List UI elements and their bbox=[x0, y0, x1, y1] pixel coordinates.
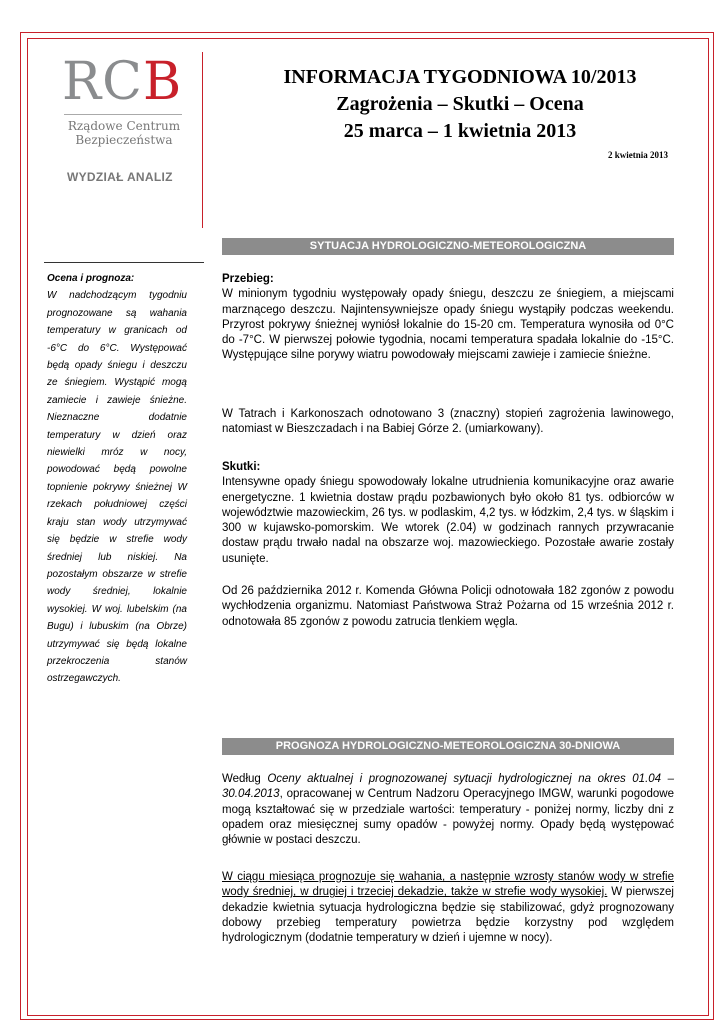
sidebar-heading: Ocena i prognoza: bbox=[47, 273, 135, 284]
forecast-p1-italic: Oceny aktualnej i prognozowanej sytuacji hydrologicznej na okres 01.04 – 30.04.2013 bbox=[222, 773, 674, 801]
forecast-p2 bbox=[222, 870, 674, 946]
logo-mark-rc: RC bbox=[62, 52, 143, 112]
fatalities-block bbox=[222, 584, 674, 630]
forecast-paragraph-2 bbox=[222, 870, 674, 946]
section-heading-hydro-meteo: SYTUACJA HYDROLOGICZNO-METEOROLOGICZNA bbox=[222, 238, 674, 255]
forecast-p2-underlined: W ciągu miesiąca prognozuje się wahania, a następnie wzrosty stanów wody w strefie wody średniej, w drugiej i trzeciej dekadzie, także w strefie wody wysokiej. bbox=[222, 871, 674, 899]
logo-mark-b: B bbox=[142, 52, 183, 112]
sidebar-forecast bbox=[47, 270, 187, 688]
skutki-text: Intensywne opady śniegu spowodowały lokalne utrudnienia komunikacyjne oraz awarie energetyczne. 1 kwietnia dostaw prądu pozbawionych było około 81 tys. odbiorców w województwie mazowieckim, 26 tys. w podlaskim, 4,2 tys. w łódzkim, 2,4 tys. w śląskim i 300 w kujawsko-pomorskim. We wtorek (2.04) w godzinach rannych przywracanie dostaw prądu trwało nadal na obszarze woj. mazowieckiego. Pozostałe awarie zostały usunięte. bbox=[222, 476, 674, 565]
title-line2: Zagrożenia – Skutki – Ocena bbox=[336, 93, 584, 115]
sidebar-rule bbox=[44, 262, 204, 263]
skutki-block bbox=[222, 460, 674, 567]
przebieg-heading: Przebieg: bbox=[222, 273, 274, 285]
avalanche-block bbox=[222, 407, 674, 438]
title-line3: 25 marca – 1 kwietnia 2013 bbox=[343, 120, 577, 142]
fatalities-text: Od 26 października 2012 r. Komenda Główna Policji odnotowała 182 zgonów z powodu wychłodzenia organizmu. Natomiast Państwowa Straż Pożarna od 15 września 2012 r. odnotowała 85 zgonów z powodu zatrucia tlenkiem węgla. bbox=[222, 585, 674, 628]
rcb-logo bbox=[62, 52, 192, 147]
logo-line2: Bezpieczeństwa bbox=[75, 133, 173, 147]
logo-line1: Rządowe Centrum bbox=[67, 119, 181, 133]
section-heading-forecast-30: PROGNOZA HYDROLOGICZNO-METEOROLOGICZNA 30-DNIOWA bbox=[222, 738, 674, 755]
forecast-p2-rest: W pierwszej dekadzie kwietnia sytuacja hydrologiczna będzie się stabilizować, gdyż prognozowany dobowy przebieg temperatury powietrza będzie korzystny pod względem hydrologicznym (dodatnie temperatury w dzień i ujemne w nocy). bbox=[222, 886, 674, 945]
forecast-p1-a: Według bbox=[222, 773, 268, 785]
skutki-heading: Skutki: bbox=[222, 461, 261, 473]
document-title bbox=[210, 64, 710, 145]
header-divider bbox=[202, 52, 203, 228]
przebieg-text: W minionym tygodniu występowały opady śniegu, deszczu ze śniegiem, a miejscami marznącego deszczu. Najintensywniejsze opady śniegu wystąpiły podczas weekendu. Przyrost pokrywy śnieżnej wyniósł lokalnie do 15-20 cm. Temperatura wynosiła od 0°C do -7°C. W pierwszej połowie tygodnia, nocami temperatura spadała lokalnie do -15°C. Występujące silne porywy wiatru powodowały miejscami zawieje i zamiecie śnieżne. bbox=[222, 288, 674, 362]
forecast-p1 bbox=[222, 772, 674, 848]
title-line1: INFORMACJA TYGODNIOWA 10/2013 bbox=[283, 66, 637, 88]
forecast-p1-b: , opracowanej w Centrum Nadzoru Operacyjnego IMGW, warunki pogodowe mogą kształtować się w przedziale wartości: temperatury - poniżej normy, liczby dni z opadem oraz miesięcznej sumy opadów - powyżej normy. Opady będą występować głównie w postaci deszczu. bbox=[222, 788, 674, 847]
przebieg-block bbox=[222, 272, 674, 364]
logo-rule bbox=[64, 114, 182, 115]
department-label: WYDZIAŁ ANALIZ bbox=[67, 170, 173, 184]
logo-mark bbox=[62, 52, 192, 112]
issue-date: 2 kwietnia 2013 bbox=[607, 150, 668, 160]
forecast-paragraph-1 bbox=[222, 772, 674, 848]
avalanche-text: W Tatrach i Karkonoszach odnotowano 3 (znaczny) stopień zagrożenia lawinowego, natomiast w Bieszczadach i na Babiej Górze 2. (umiarkowany). bbox=[222, 408, 674, 436]
sidebar-text: W nadchodzącym tygodniu prognozowane są wahania temperatury w granicach od -6°C do 6°C. Występować będą opady śniegu i deszczu ze śniegiem. Wystąpić mogą zamiecie i zawieje śnieżne. Nieznaczne dodatnie temperatury w dzień oraz niewielki mróz w nocy, powodować będą powolne topnienie pokrywy śnieżnej W rzekach południowej części kraju stan wody utrzymywać się będzie w strefie wody średniej lub niskiej. Na pozostałym obszarze w strefie wody średniej, lokalnie wysokiej. W woj. lubelskim (na Bugu) i lubuskim (na Obrze) utrzymywać się będą lokalne przekroczenia stanów ostrzegawczych. bbox=[47, 290, 187, 685]
